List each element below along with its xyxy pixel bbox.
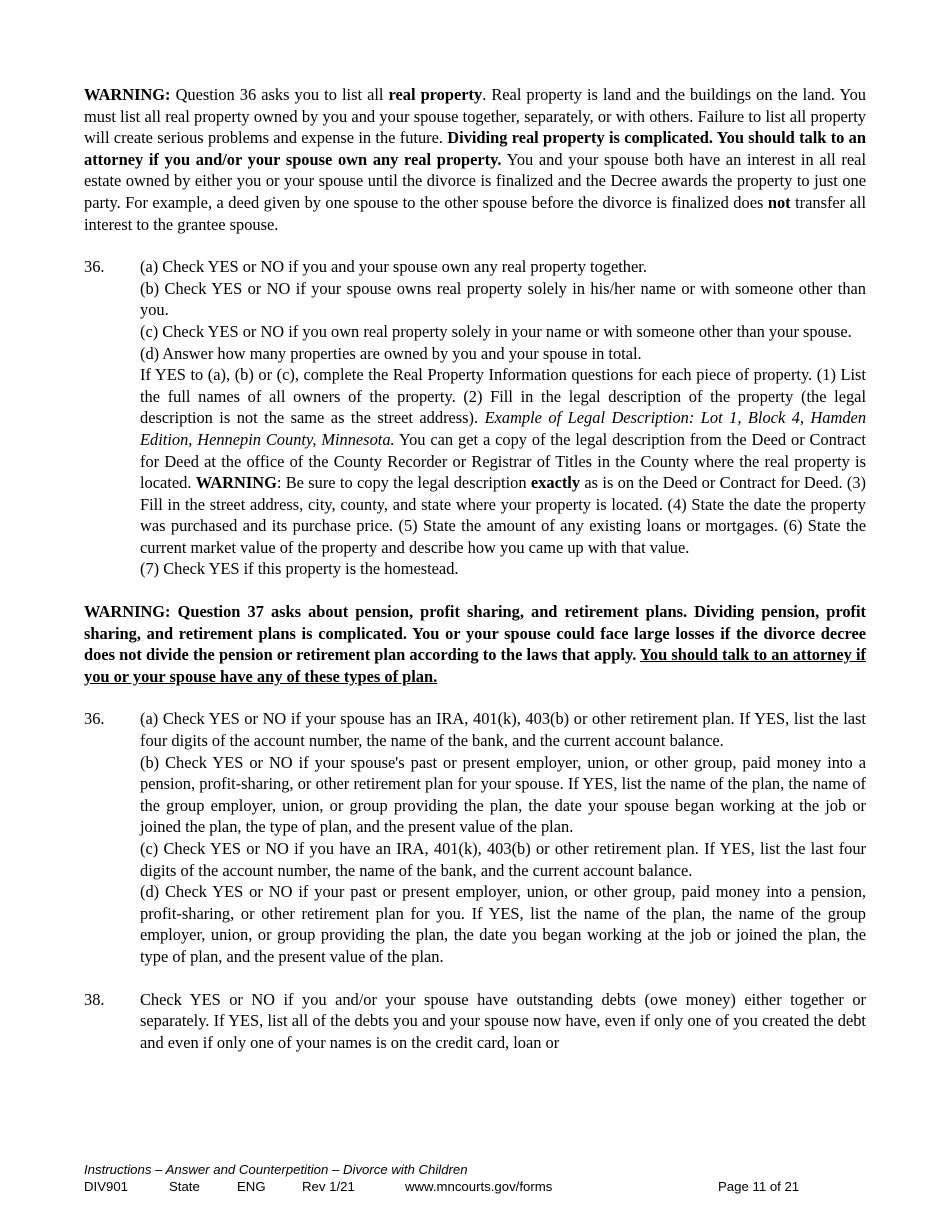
- question-instructions: If YES to (a), (b) or (c), complete the Real Property Information questions for each piece of property. (1) List the full names of all owners of the property. (2) Fill in the legal description of the property (the legal description is not the same as the street address). Example of Legal Description: Lot 1, Block 4, Hamden Edition, Hennepin County, Minnesota. You can get a copy of the legal description from the Deed or Contract for Deed at the office of the County Recorder or Registrar of Titles in the County where the real property is located. WARNING: Be sure to copy the legal description exactly as is on the Deed or Contract for Deed. (3) Fill in the street address, city, county, and state where your property is located. (4) State the date the property was purchased and its purchase price. (5) State the amount of any existing loans or mortgages. (6) State the current market value of the property and describe how you came up with that value.: [140, 365, 867, 557]
- question-number: 36.: [84, 709, 105, 729]
- question-part-b: (b) Check YES or NO if your spouse owns real property solely in his/her name or with someone other than you.: [140, 278, 866, 320]
- form-state: State: [169, 1178, 200, 1194]
- question-36-retirement: [84, 708, 866, 967]
- question-number: 38.: [84, 989, 105, 1009]
- question-part-7: (7) Check YES if this property is the homestead.: [140, 559, 459, 579]
- form-revision: Rev 1/21: [302, 1178, 355, 1194]
- question-part-d: (d) Answer how many properties are owned by you and your spouse in total.: [140, 343, 642, 363]
- question-part-b: (b) Check YES or NO if your spouse's past or present employer, union, or other group, paid money into a pension, profit-sharing, or other retirement plan for your spouse. If YES, list the name of the plan, the name of the group employer, union, or group providing the plan, the date your spouse began working at the job or joined the plan, the type of plan, and the present value of the plan.: [140, 752, 866, 837]
- question-part-a: (a) Check YES or NO if you and your spouse own any real property together.: [140, 257, 647, 277]
- footer-title: Instructions – Answer and Counterpetition – Divorce with Children: [84, 1162, 468, 1177]
- page-footer: [84, 1162, 866, 1195]
- footer-meta: [84, 1179, 866, 1195]
- question-36-real-property: [84, 256, 866, 580]
- page-number: Page 11 of 21: [718, 1178, 800, 1194]
- form-number: DIV901: [84, 1178, 128, 1194]
- question-number: 36.: [84, 257, 105, 277]
- warning-real-property: WARNING: Question 36 asks you to list all real property. Real property is land and the buildings on the land. You must list all real property owned by you and your spouse together, separately, or with others. Failure to list all property will create serious problems and expense in the future. Dividing real property is complicated. You should talk to an attorney if you and/or your spouse own any real property. You and your spouse both have an interest in all real estate owned by either you or your spouse until the divorce is finalized and the Decree awards the property to just one party. For example, a deed given by one spouse to the other spouse before the divorce is finalized does not transfer all interest to the grantee spouse.: [84, 85, 866, 234]
- form-language: ENG: [237, 1178, 266, 1194]
- question-part-c: (c) Check YES or NO if you own real property solely in your name or with someone other than your spouse.: [140, 321, 852, 341]
- forms-url[interactable]: www.mncourts.gov/forms: [405, 1178, 553, 1194]
- question-part-a: (a) Check YES or NO if your spouse has an IRA, 401(k), 403(b) or other retirement plan. If YES, list the last four digits of the account number, the name of the bank, and the current account balance.: [140, 709, 866, 751]
- question-38-debts: [84, 989, 866, 1054]
- question-part-c: (c) Check YES or NO if you have an IRA, 401(k), 403(b) or other retirement plan. If YES, list the last four digits of the account number, the name of the bank, and the current account balance.: [140, 839, 866, 880]
- warning-pension: WARNING: Question 37 asks about pension, profit sharing, and retirement plans. Dividing pension, profit sharing, and retirement plans is complicated. You or your spouse could face large losses if the divorce decree does not divide the pension or retirement plan according to the laws that apply. You should talk to an attorney if you or your spouse have any of these types of plan.: [84, 602, 867, 686]
- question-part-d: (d) Check YES or NO if your past or present employer, union, or other group, paid money into a pension, profit-sharing, or other retirement plan for you. If YES, list the name of the plan, the name of the group employer, union, or group providing the plan, the date you began working at the job or joined the plan, the type of plan, and the present value of the plan.: [140, 882, 866, 966]
- document-body: [84, 84, 866, 1053]
- question-text: Check YES or NO if you and/or your spouse have outstanding debts (owe money) either together or separately. If YES, list all of the debts you and your spouse now have, even if only one of you created the debt and even if only one of your names is on the credit card, loan or: [140, 989, 866, 1052]
